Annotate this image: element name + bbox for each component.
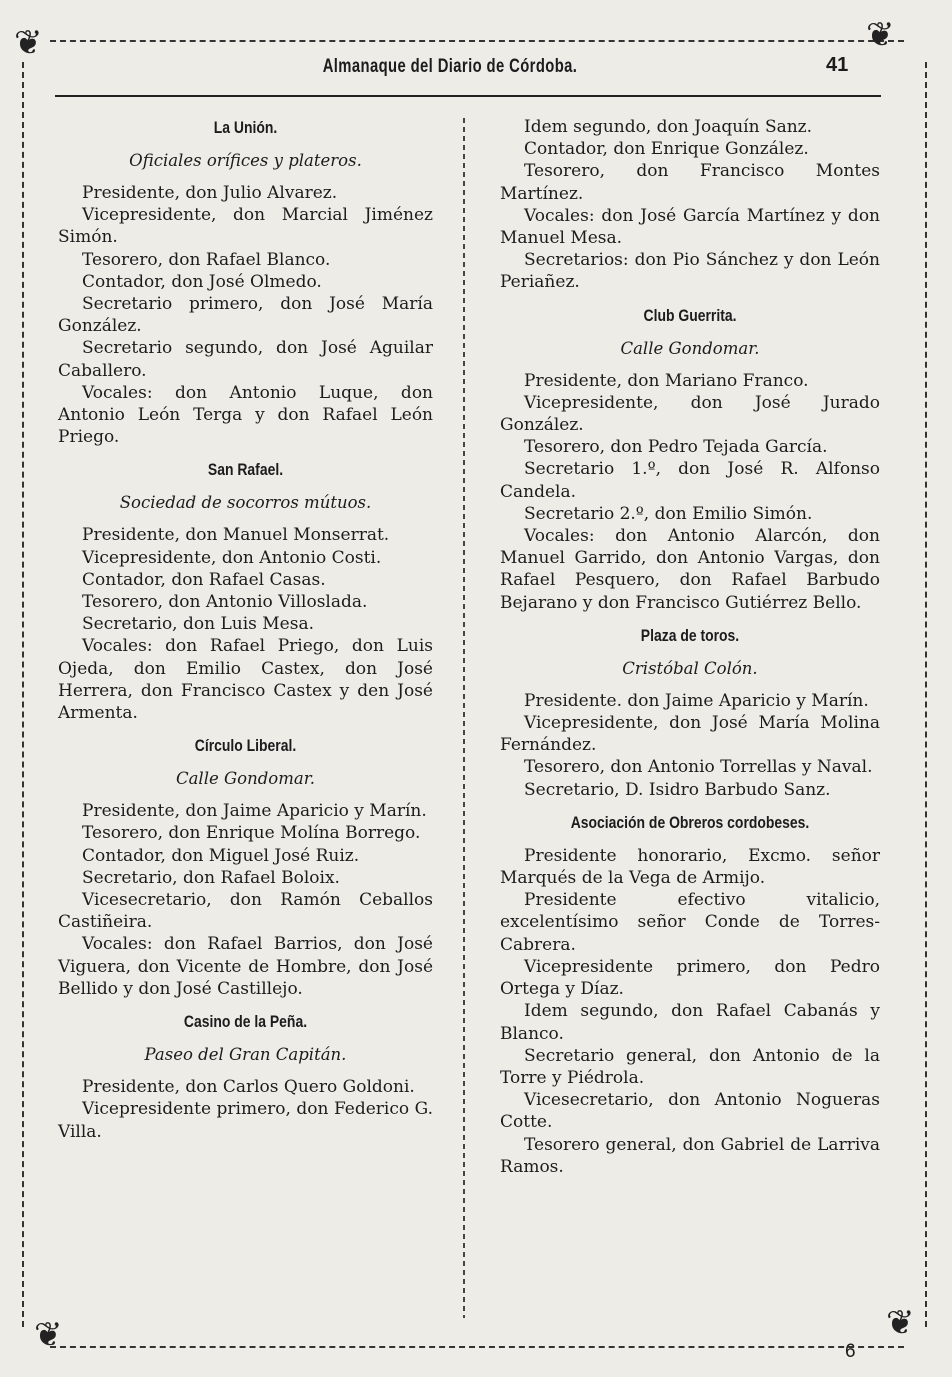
officer-entry: Tesorero, don Enrique Molína Borrego. [82, 823, 421, 844]
officer-entry: Vocales: don Antonio Alarcón, don Manuel Garrido, don Antonio Vargas, don Rafael Pesquero, don Rafael Barbudo Bejarano y don Francisco Gutiérrez Bello. [500, 526, 880, 613]
section-gap [58, 724, 433, 734]
officer-entry: Secretario primero, don José María González. [58, 294, 433, 337]
section-title: Círculo Liberal. [194, 736, 297, 756]
society-section [58, 458, 433, 734]
officer-entry: Contador, don Rafael Casas. [82, 569, 326, 590]
officer-entry: Vocales: don Rafael Priego, don Luis Ojeda, don Emilio Castex, don José Herrera, don Francisco Castex y den José Armenta. [58, 636, 433, 724]
officer-entry: Secretario segundo, don José Aguilar Caballero. [58, 338, 433, 381]
section-gap [500, 1178, 880, 1188]
section-title: Casino de la Peña. [183, 1012, 308, 1032]
officer-entry: Idem segundo, don Joaquín Sanz. [524, 117, 813, 137]
fleur-ornament-icon: ❦ [14, 23, 43, 63]
header-page-number: 41 [826, 54, 849, 76]
section-subtitle: Sociedad de socorros mútuos. [119, 493, 372, 513]
header-rule [55, 95, 881, 97]
officer-entry: Secretario, don Rafael Boloix. [82, 867, 340, 888]
section-subtitle: Cristóbal Colón. [622, 658, 758, 678]
officer-entry: Vicesecretario, don Ramón Ceballos Castiñeira. [58, 890, 433, 933]
society-section [58, 734, 433, 1010]
fleur-ornament-icon: ❦ [34, 1315, 63, 1355]
frame-border-top [50, 40, 904, 42]
officer-entry: Vocales: don Rafael Barrios, don José Viguera, don Vicente de Hombre, don José Bellido y don José Castillejo. [58, 934, 433, 999]
officer-entry: Vicepresidente, don Antonio Costi. [82, 547, 382, 568]
section-gap [58, 1000, 433, 1010]
section-title: Plaza de toros. [640, 625, 740, 645]
officer-entry: Secretario 1.º, don José R. Alfonso Candela. [500, 459, 880, 502]
society-section [500, 624, 880, 811]
officer-entry: Secretario, D. Isidro Barbudo Sanz. [524, 779, 831, 800]
left-column [58, 116, 433, 1153]
frame-border-right [925, 62, 927, 1327]
officer-entry: Presidente honorario, Excmo. señor Marqués de la Vega de Armijo. [500, 845, 880, 889]
society-section [500, 116, 880, 304]
officer-entry: Tesorero, don Antonio Torrellas y Naval. [524, 757, 873, 778]
officer-entry: Presidente, don Carlos Quero Goldoni. [82, 1077, 415, 1098]
section-title: La Unión. [213, 118, 278, 137]
society-section [500, 811, 880, 1188]
section-title: Club Guerrita. [643, 305, 737, 325]
frame-border-left [22, 62, 24, 1327]
section-subtitle: Calle Gondomar. [175, 769, 316, 789]
officer-entry: Vicepresidente, don José Jurado González. [500, 392, 880, 436]
section-gap [58, 448, 433, 458]
society-section [500, 304, 880, 624]
officer-entry: Presidente, don Jaime Aparicio y Marín. [82, 801, 427, 822]
officer-entry: Secretarios: don Pio Sánchez y don León Periañez. [500, 250, 880, 293]
officer-entry: Vicepresidente primero, don Federico G. Villa. [58, 1099, 433, 1142]
society-section [58, 116, 433, 458]
frame-border-bottom [50, 1346, 904, 1348]
section-gap [500, 294, 880, 304]
section-gap [58, 1143, 433, 1153]
society-section [58, 1010, 433, 1153]
officer-entry: Tesorero, don Rafael Blanco. [82, 249, 331, 270]
running-header-title: Almanaque del Diario de Córdoba. [322, 56, 578, 77]
footer-page-number: 6 [845, 1341, 856, 1362]
officer-entry: Tesorero, don Pedro Tejada García. [524, 437, 828, 458]
section-subtitle: Paseo del Gran Capitán. [144, 1045, 347, 1065]
officer-entry: Presidente efectivo vitalicio, excelentísimo señor Conde de Torres-Cabrera. [500, 890, 880, 955]
officer-entry: Vicepresidente, don Marcial Jiménez Simón. [58, 205, 433, 248]
section-subtitle: Oficiales orífices y plateros. [129, 151, 362, 170]
fleur-ornament-icon: ❦ [866, 15, 895, 55]
section-subtitle: Calle Gondomar. [620, 338, 760, 358]
officer-entry: Vocales: don José García Martínez y don Manuel Mesa. [500, 205, 880, 249]
officer-entry: Contador, don Enrique González. [524, 139, 809, 160]
officer-entry: Presidente, don Mariano Franco. [524, 370, 809, 391]
officer-entry: Presidente. don Jaime Aparicio y Marín. [524, 690, 869, 711]
officer-entry: Secretario 2.º, don Emilio Simón. [524, 503, 813, 524]
section-gap [500, 614, 880, 624]
column-divider [458, 118, 470, 1318]
officer-entry: Secretario general, don Antonio de la Torre y Piédrola. [500, 1045, 880, 1088]
officer-entry: Vicepresidente, don José María Molina Fernández. [500, 713, 880, 756]
officer-entry: Tesorero general, don Gabriel de Larriva Ramos. [500, 1134, 880, 1177]
officer-entry: Contador, don José Olmedo. [82, 271, 322, 292]
officer-entry: Presidente, don Manuel Monserrat. [82, 525, 390, 546]
right-column [500, 116, 880, 1188]
officer-entry: Tesorero, don Antonio Villoslada. [82, 592, 368, 613]
section-title: San Rafael. [207, 460, 284, 480]
officer-entry: Vicesecretario, don Antonio Nogueras Cotte. [500, 1090, 880, 1133]
officer-entry: Presidente, don Julio Alvarez. [82, 183, 338, 203]
officer-entry: Vocales: don Antonio Luque, don Antonio León Terga y don Rafael León Priego. [58, 382, 433, 448]
officer-entry: Tesorero, don Francisco Montes Martínez. [500, 161, 880, 204]
officer-entry: Secretario, don Luis Mesa. [82, 614, 314, 635]
section-title: Asociación de Obreros cordobeses. [570, 812, 810, 832]
officer-entry: Contador, don Miguel José Ruiz. [82, 845, 360, 866]
officer-entry: Vicepresidente primero, don Pedro Ortega y Díaz. [500, 956, 880, 1000]
section-gap [500, 801, 880, 811]
officer-entry: Idem segundo, don Rafael Cabanás y Blanco. [500, 1001, 880, 1044]
fleur-ornament-icon: ❦ [886, 1303, 915, 1343]
